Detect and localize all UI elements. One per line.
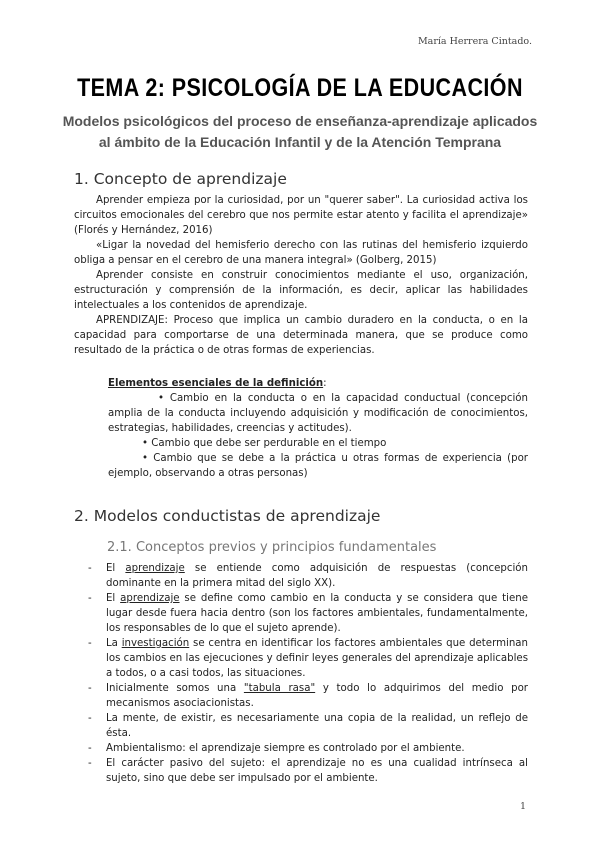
document-title: TEMA 2: PSICOLOGÍA DE LA EDUCACIÓN [77,74,523,102]
elements-heading-line [108,376,528,391]
dash-icon: - [88,743,92,754]
element-text: Cambio que debe ser perdurable en el tiempo [151,438,387,449]
bullet-icon: • [142,453,149,464]
bullet-icon: • [158,393,165,404]
list-item: - El aprendizaje se entiende como adquisición de respuestas (concepción dominante en la primera mitad del siglo XX). [88,563,528,589]
dash-icon: - [88,758,92,769]
element-text: Cambio que se debe a la práctica u otras formas de experiencia (por ejemplo, observando a otras personas) [108,453,529,479]
element-item [108,451,528,481]
document-subtitle: Modelos psicológicos del proceso de enseñanza-aprendizaje aplicados al ámbito de la Educación Infantil y de la Atención Temprana [62,113,538,150]
dash-icon: - [88,713,92,724]
dash-icon: - [88,563,92,574]
bullet-icon: • [142,438,149,449]
author-header: María Herrera Cintado. [417,36,532,47]
list-item: - Ambientalismo: el aprendizaje siempre es controlado por el ambiente. [88,743,465,754]
list-item: - El carácter pasivo del sujeto: el aprendizaje no es una cualidad intrínseca al sujeto, sino que debe ser impulsado por el ambiente. [88,758,528,784]
paragraph: APRENDIZAJE: Proceso que implica un cambio duradero en la conducta, o en la capacidad para comportarse de una determinada manera, que se produce como resultado de la práctica o de otras formas de experiencias. [74,315,528,356]
section-2 [74,509,528,524]
list-item: - El aprendizaje se define como cambio en la conducta y se considera que tiene lugar desde fuera hacia dentro (son los factores ambientales, fundamentalmente, los responsables de lo que el sujeto aprende). [88,593,528,634]
dash-icon: - [88,638,92,649]
list-item: - La mente, de existir, es necesariamente una copia de la realidad, un reflejo de ésta. [88,713,528,739]
list-item: - Inicialmente somos una "tabula rasa" y todo lo adquirimos del medio por mecanismos asociacionistas. [88,683,528,709]
page-number: 1 [519,801,526,812]
element-text: Cambio en la conducta o en la capacidad conductual (concepción amplia de la conducta incluyendo adquisición y modificación de conocimientos, estrategias, habilidades, creencias y actitudes). [108,393,528,434]
list-item: - La investigación se centra en identificar los factores ambientales que determinan los cambios en las ejecuciones y definir leyes generales del aprendizaje aplicables a todos, o a casi todos, las situaciones. [88,638,528,679]
section-2-heading: 2. Modelos conductistas de aprendizaje [74,507,381,525]
paragraph: «Ligar la novedad del hemisferio derecho con las rutinas del hemisferio izquierdo obliga a pensar en el cerebro de una manera integral» (Golberg, 2015) [74,240,528,266]
section-1 [74,172,528,358]
element-item [108,436,528,451]
dash-icon: - [88,593,92,604]
elements-heading: Elementos esenciales de la definición [108,378,324,389]
subsection-2-1 [107,540,528,555]
elements-colon: : [323,378,327,389]
paragraph: Aprender consiste en construir conocimientos mediante el uso, organización, estructuración y comprensión de la información, es decir, aplicar las habilidades intelectuales a los contenidos de aprendizaje. [74,270,528,311]
paragraph: Aprender empieza por la curiosidad, por un "querer saber". La curiosidad activa los circuitos emocionales del cerebro que nos permite estar atento y facilita el aprendizaje» (Florés y Hernández, 2016) [74,195,528,236]
principles-list [74,561,528,786]
section-1-heading: 1. Concepto de aprendizaje [74,170,287,188]
dash-icon: - [88,683,92,694]
definition-elements [108,376,528,481]
subsection-2-1-heading: 2.1. Conceptos previos y principios fundamentales [107,540,437,555]
element-item [108,391,528,436]
